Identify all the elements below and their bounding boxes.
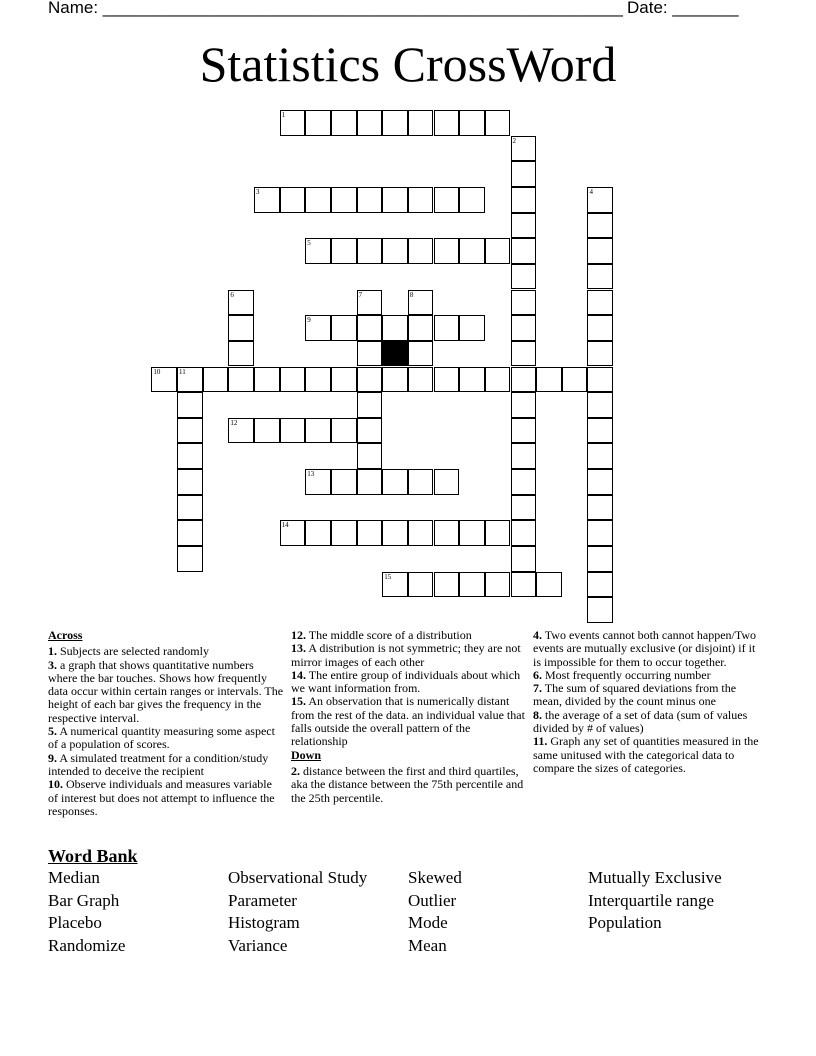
crossword-cell[interactable] — [382, 469, 408, 495]
clue-text: An observation that is numerically distant from the rest of the data. an individual value that falls outside the overall pattern of the relationship — [291, 694, 525, 749]
crossword-cell[interactable] — [587, 213, 613, 239]
crossword-cell[interactable] — [280, 520, 306, 546]
crossword-cell[interactable] — [459, 238, 485, 264]
clue-item — [291, 642, 527, 669]
crossword-cell[interactable] — [305, 315, 331, 341]
crossword-cell[interactable] — [434, 238, 460, 264]
crossword-cell[interactable] — [587, 392, 613, 418]
clue-number-label: 15. — [291, 694, 306, 709]
clue-text: a graph that shows quantitative numbers where the bar touches. Shows how frequently data occur within certain ranges or intervals. The height of each bar gives the frequency in the respective interval. — [48, 657, 284, 725]
crossword-cell[interactable] — [280, 367, 306, 393]
crossword-cell[interactable] — [511, 443, 537, 469]
crossword-cell[interactable] — [408, 341, 434, 367]
clue-item — [291, 669, 527, 696]
crossword-cell[interactable] — [587, 546, 613, 572]
crossword-cell[interactable] — [587, 495, 613, 521]
crossword-cell[interactable] — [408, 238, 434, 264]
clue-text: Graph any set of quantities measured in the same unitused with the categorical data to compare the sizes of categories. — [533, 734, 759, 775]
crossword-cell[interactable] — [511, 315, 537, 341]
crossword-cell[interactable] — [357, 367, 383, 393]
crossword-cell[interactable] — [536, 572, 562, 598]
clues-column-2 — [291, 629, 527, 805]
crossword-cell[interactable] — [587, 418, 613, 444]
clue-number: 15 — [384, 572, 392, 581]
crossword-cell[interactable] — [331, 418, 357, 444]
crossword-cell[interactable] — [434, 367, 460, 393]
clue-text: the average of a set of data (sum of values divided by # of values) — [533, 707, 748, 736]
crossword-cell[interactable] — [331, 110, 357, 136]
crossword-cell[interactable] — [587, 290, 613, 316]
crossword-cell[interactable] — [280, 187, 306, 213]
crossword-cell[interactable] — [305, 238, 331, 264]
clue-number-label: 2. — [291, 763, 300, 778]
clue-text: The entire group of individuals about which we want information from. — [291, 667, 521, 696]
crossword-black-cell — [382, 341, 408, 367]
crossword-cell[interactable] — [382, 110, 408, 136]
crossword-cell[interactable] — [177, 520, 203, 546]
clue-number: 9 — [307, 316, 311, 325]
clue-item — [533, 709, 763, 736]
crossword-cell[interactable] — [331, 238, 357, 264]
name-field[interactable]: Name: _______________________________________________________ — [48, 0, 623, 17]
crossword-cell[interactable] — [305, 418, 331, 444]
clue-number-label: 6. — [533, 667, 542, 682]
crossword-cell[interactable] — [177, 469, 203, 495]
crossword-cell[interactable] — [357, 315, 383, 341]
word-bank-item: Outlier — [408, 890, 457, 910]
clue-number: 2 — [512, 136, 516, 145]
crossword-cell[interactable] — [305, 520, 331, 546]
crossword-cell[interactable] — [357, 341, 383, 367]
clue-number: 6 — [230, 290, 234, 299]
crossword-cell[interactable] — [357, 290, 383, 316]
crossword-cell[interactable] — [511, 367, 537, 393]
crossword-cell[interactable] — [254, 187, 280, 213]
crossword-cell[interactable] — [331, 315, 357, 341]
crossword-cell[interactable] — [331, 367, 357, 393]
word-bank-item: Variance — [228, 935, 288, 955]
clue-number: 13 — [307, 470, 315, 479]
crossword-cell[interactable] — [228, 315, 254, 341]
crossword-cell[interactable] — [434, 572, 460, 598]
crossword-cell[interactable] — [151, 367, 177, 393]
word-bank-item: Interquartile range — [588, 890, 715, 910]
crossword-cell[interactable] — [511, 290, 537, 316]
crossword-cell[interactable] — [408, 187, 434, 213]
crossword-cell[interactable] — [382, 520, 408, 546]
crossword-cell[interactable] — [511, 238, 537, 264]
word-bank-item: Skewed — [408, 868, 462, 887]
crossword-cell[interactable] — [511, 341, 537, 367]
word-bank-item: Mode — [408, 913, 448, 933]
crossword-cell[interactable] — [280, 418, 306, 444]
clue-text: The sum of squared deviations from the mean, divided by the count minus one — [533, 681, 737, 709]
crossword-cell[interactable] — [434, 315, 460, 341]
clue-item — [533, 629, 763, 669]
crossword-cell[interactable] — [177, 443, 203, 469]
crossword-cell[interactable] — [434, 520, 460, 546]
crossword-cell[interactable] — [203, 367, 229, 393]
clue-number: 11 — [179, 367, 186, 376]
crossword-cell[interactable] — [408, 572, 434, 598]
crossword-cell[interactable] — [305, 469, 331, 495]
crossword-cell[interactable] — [434, 469, 460, 495]
crossword-cell[interactable] — [408, 315, 434, 341]
crossword-cell[interactable] — [254, 367, 280, 393]
clue-number-label: 7. — [533, 681, 542, 696]
clue-number: 7 — [358, 290, 363, 299]
word-bank-item: Observational Study — [228, 868, 368, 887]
crossword-cell[interactable] — [485, 367, 511, 393]
crossword-cell[interactable] — [177, 367, 203, 393]
clue-text: distance between the first and third quartiles, aka the distance between the 75th percentile and the 25th percentile. — [291, 763, 524, 805]
clue-text: Observe individuals and measures variable of interest but does not attempt to influence the responses. — [48, 777, 275, 818]
crossword-cell[interactable] — [511, 546, 537, 572]
crossword-cell[interactable] — [511, 469, 537, 495]
crossword-cell[interactable] — [331, 520, 357, 546]
clue-number: 5 — [307, 239, 311, 248]
crossword-cell[interactable] — [357, 187, 383, 213]
clue-section-heading: Down — [291, 747, 322, 762]
crossword-cell[interactable] — [228, 367, 254, 393]
clue-item — [533, 735, 763, 775]
page-title: Statistics CrossWord — [199, 36, 617, 92]
clue-number-label: 3. — [48, 657, 57, 672]
word-bank-item: Median — [48, 868, 100, 887]
clue-number: 4 — [589, 187, 593, 196]
crossword-cell[interactable] — [177, 546, 203, 572]
crossword-cell[interactable] — [357, 110, 383, 136]
crossword-cell[interactable] — [434, 187, 460, 213]
crossword-cell[interactable] — [459, 572, 485, 598]
crossword-cell[interactable] — [485, 572, 511, 598]
crossword-cell[interactable] — [511, 161, 537, 187]
word-bank-item: Randomize — [48, 935, 126, 955]
crossword-cell[interactable] — [587, 597, 613, 623]
clue-number-label: 5. — [48, 724, 57, 739]
crossword-cell[interactable] — [587, 367, 613, 393]
crossword-cell[interactable] — [280, 110, 306, 136]
crossword-cell[interactable] — [587, 238, 613, 264]
crossword-cell[interactable] — [511, 136, 537, 162]
crossword-cell[interactable] — [408, 290, 434, 316]
clue-number: 14 — [281, 521, 289, 530]
clue-item — [533, 682, 763, 709]
crossword-cell[interactable] — [459, 367, 485, 393]
clue-item — [291, 765, 527, 805]
crossword-cell[interactable] — [228, 290, 254, 316]
crossword-cell[interactable] — [511, 213, 537, 239]
word-bank-item: Parameter — [228, 890, 297, 910]
crossword-cell[interactable] — [485, 110, 511, 136]
clue-number: 1 — [281, 111, 286, 119]
crossword-cell[interactable] — [587, 187, 613, 213]
clue-text: A simulated treatment for a condition/study intended to deceive the recipient — [48, 750, 269, 778]
crossword-cell[interactable] — [331, 187, 357, 213]
crossword-cell[interactable] — [562, 367, 588, 393]
crossword-cell[interactable] — [459, 315, 485, 341]
clue-number-label: 13. — [291, 641, 306, 656]
clue-item — [533, 669, 763, 682]
crossword-cell[interactable] — [511, 264, 537, 290]
crossword-cell[interactable] — [459, 520, 485, 546]
crossword-cell[interactable] — [357, 392, 383, 418]
clue-number-label: 12. — [291, 628, 306, 642]
crossword-cell[interactable] — [511, 520, 537, 546]
crossword-cell[interactable] — [587, 315, 613, 341]
clue-item — [48, 659, 284, 725]
crossword-cell[interactable] — [587, 572, 613, 598]
crossword-cell[interactable] — [511, 392, 537, 418]
crossword-cell[interactable] — [511, 572, 537, 598]
clue-number-label: 4. — [533, 628, 542, 642]
clue-item — [291, 629, 527, 642]
word-bank-item: Mean — [408, 935, 447, 955]
crossword-cell[interactable] — [511, 187, 537, 213]
crossword-cell[interactable] — [408, 469, 434, 495]
crossword-cell[interactable] — [357, 469, 383, 495]
clue-text: Most frequently occurring number — [542, 667, 711, 682]
crossword-cell[interactable] — [382, 367, 408, 393]
clue-number-label: 10. — [48, 777, 63, 792]
clue-text: Subjects are selected randomly — [57, 644, 209, 659]
crossword-cell[interactable] — [331, 469, 357, 495]
crossword-cell[interactable] — [587, 520, 613, 546]
crossword-cell[interactable] — [177, 495, 203, 521]
crossword-cell[interactable] — [382, 572, 408, 598]
clue-number: 8 — [409, 290, 414, 299]
clues-column-1 — [48, 629, 284, 818]
clue-text: A numerical quantity measuring some aspect of a population of scores. — [48, 724, 275, 752]
crossword-cell[interactable] — [305, 110, 331, 136]
clue-item — [291, 695, 527, 748]
crossword-cell[interactable] — [382, 238, 408, 264]
clue-number-label: 11. — [533, 734, 548, 749]
crossword-cell[interactable] — [408, 110, 434, 136]
crossword-cell[interactable] — [228, 418, 254, 444]
clue-number-label: 1. — [48, 644, 57, 659]
crossword-cell[interactable] — [587, 469, 613, 495]
crossword-cell[interactable] — [382, 187, 408, 213]
crossword-cell[interactable] — [485, 238, 511, 264]
clue-number-label: 9. — [48, 750, 57, 765]
crossword-cell[interactable] — [408, 520, 434, 546]
clues-column-3 — [533, 629, 763, 775]
clue-number-label: 14. — [291, 667, 306, 682]
crossword-cell[interactable] — [587, 443, 613, 469]
word-bank-item: Mutually Exclusive — [588, 868, 722, 887]
crossword-cell[interactable] — [357, 443, 383, 469]
crossword-cell[interactable] — [305, 187, 331, 213]
crossword-cell[interactable] — [305, 367, 331, 393]
crossword-cell[interactable] — [459, 110, 485, 136]
word-bank-item: Bar Graph — [48, 890, 120, 910]
date-field[interactable]: Date: _______ — [627, 0, 739, 17]
crossword-cell[interactable] — [357, 520, 383, 546]
clue-item — [48, 778, 284, 818]
crossword-cell[interactable] — [434, 110, 460, 136]
crossword-cell[interactable] — [511, 418, 537, 444]
crossword-cell[interactable] — [177, 418, 203, 444]
clue-item — [48, 645, 284, 658]
clue-number-label: 8. — [533, 707, 542, 722]
clue-text: A distribution is not symmetric; they are not mirror images of each other — [291, 641, 521, 669]
crossword-cell[interactable] — [382, 315, 408, 341]
clue-text: Two events cannot both cannot happen/Two events are mutually exclusive (or disjoint) if it is impossible for them to occur together. — [533, 628, 757, 669]
crossword-cell[interactable] — [254, 418, 280, 444]
clue-text: The middle score of a distribution — [306, 628, 472, 642]
crossword-cell[interactable] — [228, 341, 254, 367]
word-bank-title: Word Bank — [48, 846, 138, 866]
clue-item — [48, 752, 284, 779]
crossword-cell[interactable] — [485, 520, 511, 546]
clue-number: 10 — [153, 367, 161, 376]
crossword-cell[interactable] — [408, 367, 434, 393]
clue-section-heading: Across — [48, 628, 83, 642]
clue-item — [48, 725, 284, 752]
word-bank-item: Placebo — [48, 913, 102, 933]
crossword-cell[interactable] — [177, 392, 203, 418]
crossword-cell[interactable] — [587, 264, 613, 290]
crossword-cell[interactable] — [511, 495, 537, 521]
word-bank-item: Histogram — [228, 913, 300, 933]
clue-number: 12 — [230, 418, 238, 427]
clue-number: 3 — [256, 187, 260, 196]
crossword-cell[interactable] — [587, 341, 613, 367]
crossword-cell[interactable] — [536, 367, 562, 393]
crossword-cell[interactable] — [357, 238, 383, 264]
crossword-cell[interactable] — [459, 187, 485, 213]
word-bank-item: Population — [588, 913, 662, 933]
crossword-cell[interactable] — [357, 418, 383, 444]
